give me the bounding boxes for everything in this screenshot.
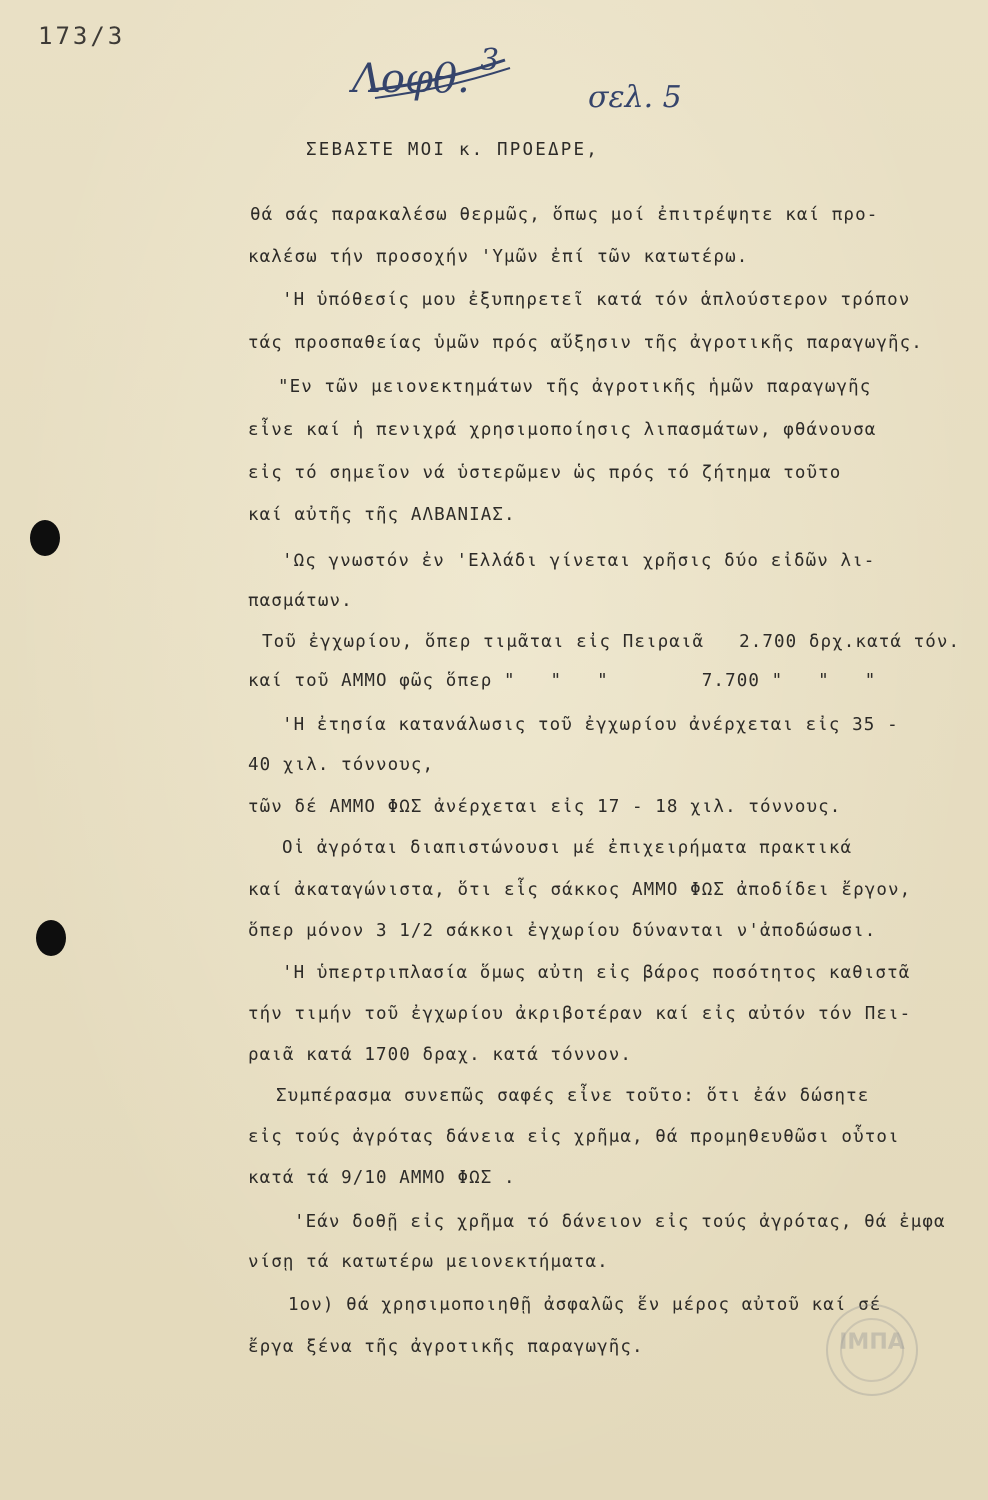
text-line: ὅπερ μόνον 3 1/2 σάκκοι ἐγχωρίου δύνανται ν'ἀποδώσωσι. <box>248 921 877 941</box>
text-line: νίσῃ τά κατωτέρω μειονεκτήματα. <box>248 1252 609 1272</box>
archive-watermark-stamp <box>826 1304 918 1396</box>
text-line: 'Η ὑπερτριπλασία ὅμως αὐτη εἰς βάρος ποσότητος καθιστᾶ <box>282 963 911 983</box>
text-line: καί αὐτῆς τῆς ΑΛΒΑΝΙΑΣ. <box>248 505 516 525</box>
text-line: καί ἀκαταγώνιστα, ὅτι εἷς σάκκος ΑΜΜΟ ΦΩΣ ἀποδίδει ἔργον, <box>248 880 912 900</box>
stamp-lettering: ΙΜΠΑ <box>839 1330 905 1355</box>
text-line: τάς προσπαθείας ὑμῶν πρός αὔξησιν τῆς ἀγροτικῆς παραγωγῆς. <box>248 333 923 353</box>
text-line: 'Η ἐτησία κατανάλωσις τοῦ ἐγχωρίου ἀνέρχεται εἰς 35 - <box>282 715 899 735</box>
text-line: Τοῦ ἐγχωρίου, ὅπερ τιμᾶται εἰς Πειραιᾶ 2.700 δρχ.κατά τόν. <box>262 632 961 652</box>
text-line: εἰς τούς ἀγρότας δάνεια εἰς χρῆμα, θά προμηθευθῶσι οὗτοι <box>248 1127 900 1147</box>
handwritten-note: Λοφθ. <box>352 56 470 102</box>
text-line: εἶνε καί ἡ πενιχρά χρησιμοποίησις λιπασμάτων, φθάνουσα <box>248 420 877 440</box>
text-line: Συμπέρασμα συνεπῶς σαφές εἶνε τοῦτο: ὅτι ἐάν δώσητε <box>276 1086 870 1106</box>
text-line: "Εν τῶν μειονεκτημάτων τῆς ἀγροτικῆς ἡμῶν παραγωγῆς <box>278 377 872 397</box>
archive-reference: 173/3 <box>38 22 126 50</box>
text-line: τήν τιμήν τοῦ ἐγχωρίου ἀκριβοτέραν καί εἰς αὐτόν τόν Πει- <box>248 1004 912 1024</box>
text-line: 40 χιλ. τόννους, <box>248 755 435 775</box>
handwritten-page-note: σελ. 5 <box>588 80 682 115</box>
salutation: ΣΕΒΑΣΤΕ ΜΟΙ κ. ΠΡΟΕΔΡΕ, <box>306 140 599 160</box>
text-line: 'Εάν δοθῇ εἰς χρῆμα τό δάνειον εἰς τούς ἀγρότας, θά ἐμφα <box>294 1212 946 1232</box>
text-line: 'Ως γνωστόν ἐν 'Ελλάδι γίνεται χρῆσις δύο εἰδῶν λι- <box>282 551 876 571</box>
text-line: 'Η ὑπόθεσίς μου ἐξυπηρετεῖ κατά τόν ἁπλούστερον τρόπον <box>282 290 911 310</box>
text-line: θά σάς παρακαλέσω θερμῶς, ὅπως μοί ἐπιτρέψητε καί προ- <box>250 205 879 225</box>
handwritten-overwrite: 3 <box>480 43 500 78</box>
text-line: Οἱ ἀγρόται διαπιστώνουσι μέ ἐπιχειρήματα πρακτικά <box>282 838 853 858</box>
text-line: καλέσω τήν προσοχήν 'Υμῶν ἐπί τῶν κατωτέρω. <box>248 247 749 267</box>
text-line: εἰς τό σημεῖον νά ὑστερῶμεν ὡς πρός τό ζήτημα τοῦτο <box>248 463 842 483</box>
text-line: καί τοῦ ΑΜΜΟ φῶς ὅπερ " " " 7.700 " " " <box>248 671 877 691</box>
text-line: τῶν δέ ΑΜΜΟ ΦΩΣ ἀνέρχεται εἰς 17 - 18 χιλ. τόννους. <box>248 797 842 817</box>
text-line: 1ον) θά χρησιμοποιηθῇ ἀσφαλῶς ἕν μέρος αὐτοῦ καί σέ <box>288 1295 882 1315</box>
text-line: ραιᾶ κατά 1700 δραχ. κατά τόννον. <box>248 1045 632 1065</box>
text-line: κατά τά 9/10 ΑΜΜΟ ΦΩΣ . <box>248 1168 516 1188</box>
text-line: πασμάτων. <box>248 591 353 611</box>
text-line: ἔργα ξένα τῆς ἀγροτικῆς παραγωγῆς. <box>248 1337 644 1357</box>
